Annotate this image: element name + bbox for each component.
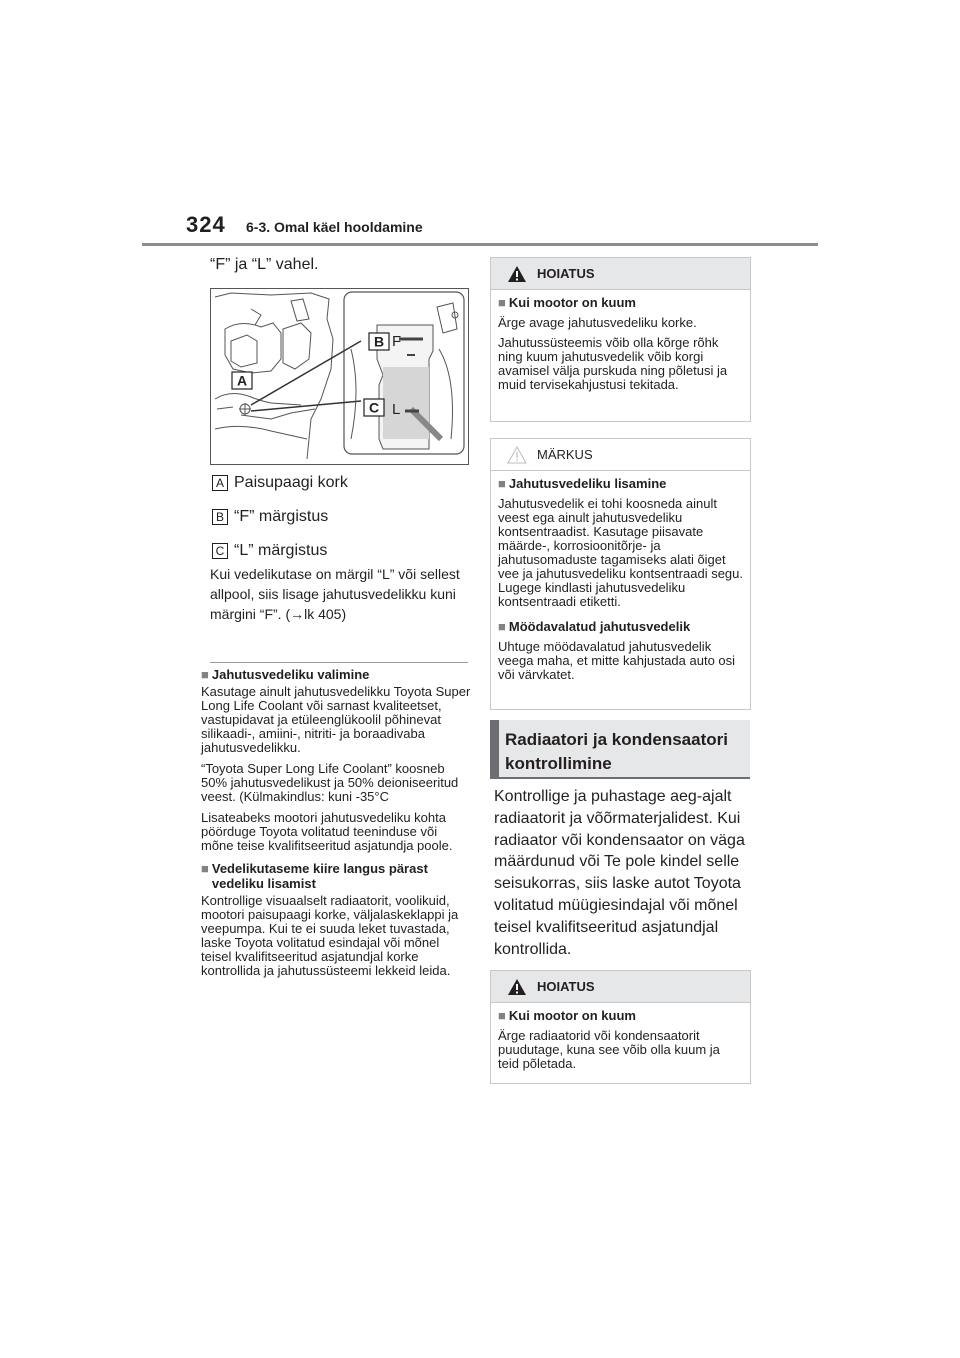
section-title: 6-3. Omal käel hooldamine [246,219,423,235]
divider [210,662,468,663]
warning-header [491,971,750,1003]
notice-label: MÄRKUS [537,447,593,462]
warning-box-hot-engine [490,257,751,422]
paragraph: Ärge radiaatorid või kondensaatorit puudutage, kuna see võib olla kuum ja teid põletada. [498,1028,720,1071]
paragraph: Uhtuge möödavalatud jahutusvedelik veega maha, et mitte kahjustada auto osi või värvkatet. [498,639,736,682]
page-number: 324 [186,212,226,237]
notice-triangle-icon [507,446,527,464]
warning-triangle-icon [507,265,527,283]
paragraph: Jahutussüsteemis võib olla kõrge rõhk ning kuum jahutusvedelik võib korgi avamisel välja purskuda ning põletusi ja muid tervisekahjustusi tekitada. [498,335,728,392]
legend-text: “L” märgistus [234,542,328,559]
coolant-selection-section [201,667,471,853]
label-c: C [368,399,380,416]
warning-triangle-icon [507,978,527,996]
level-drop-section [201,861,471,978]
warning-box-radiator [490,970,751,1084]
notice-subheading: ■ Möödavalatud jahutusvedelik [498,619,691,634]
section-heading: ■ Vedelikutaseme kiire langus pärast vedeliku lisamist [201,861,428,891]
legend-item [212,474,348,492]
paragraph: Kontrollige visuaalselt radiaatorit, voolikuid, mootori paisupaagi korke, väljalaskeklappi ja veepumpa. Kui te ei suuda leket tuvastada, laske Toyota volitatud esindajal või mõnel teisel kvalifitseeritud asjatundjal korke kontrollida ja jahutussüsteemi lekkeid leida. [201,893,459,978]
section-heading: ■ Jahutusvedeliku valimine [201,667,370,682]
warning-title: ■ Kui mootor on kuum [498,1008,636,1023]
legend-text: “F” märgistus [234,508,329,525]
section-heading: Radiaatori ja kondensaatori kontrollimine [505,730,728,773]
paragraph: Lisateabeks mootori jahutusvedeliku kohta pöörduge Toyota volitatud teeninduse või mõne teise kvalifitseeritud asjatundja poole. [201,810,453,853]
f-mark-label: F [392,333,402,350]
legend-key: C [212,543,228,559]
legend-key: A [212,475,228,491]
legend-key: B [212,509,228,525]
header-rule [142,243,818,246]
level-note: Kui vedelikutase on märgil “L” või sellest allpool, siis lisage jahutusvedelikku kuni märgini “F”. (→lk 405) [210,566,460,622]
warning-header [491,258,750,290]
left-info-sections [201,667,471,984]
radiator-paragraph: Kontrollige ja puhastage aeg-ajalt radiaatorit ja võõrmaterjalidest. Kui radiaator või kondensaator on väga määrdunud või Te pole kindel selle seisukorras, siis laske autot Toyota volitatud müügiesindajal või mõnel teisel kvalifitseeritud asjatundjal kontrollida. [494,788,745,958]
warning-label: HOIATUS [537,266,595,281]
warning-title: ■ Kui mootor on kuum [498,295,636,310]
engine-bay-illustration [211,289,468,464]
notice-box [490,438,751,710]
l-mark-label: L [392,401,401,418]
coolant-reservoir-figure [210,288,469,465]
legend-text: Paisupaagi kork [234,474,348,491]
intro-text: “F” ja “L” vahel. [210,256,319,273]
notice-header [491,439,750,471]
paragraph: Kasutage ainult jahutusvedelikku Toyota Super Long Life Coolant või sarnast kvaliteetset, vastupidavat ja etüleenglükoolil põhinevat silikaadi-, amiini-, nitriti- ja boraadivaba jahutusvedelikku. [201,684,471,755]
paragraph: Jahutusvedelik ei tohi koosneda ainult veest ega ainult jahutusvedeliku kontsentraadist. Kasutage piisavate määrde-, korrosioonitõrje- ja jahutusomaduste tagamiseks alati õiget vee ja jahutusvedeliku kontsentraadi segu. Lugege kindlasti jahutusvedeliku kontsentraadi etiketti. [498,496,743,609]
paragraph: “Toyota Super Long Life Coolant” koosneb 50% jahutusvedelikust ja 50% deioniseeritud veest. (Külmakindlus: kuni -35°C [201,761,459,804]
warning-label: HOIATUS [537,979,595,994]
legend-item [212,542,327,560]
notice-subheading: ■ Jahutusvedeliku lisamine [498,476,667,491]
legend-item [212,508,328,526]
paragraph: Ärge avage jahutusvedeliku korke. [498,315,697,330]
label-b: B [373,333,385,350]
label-a: A [236,372,248,389]
